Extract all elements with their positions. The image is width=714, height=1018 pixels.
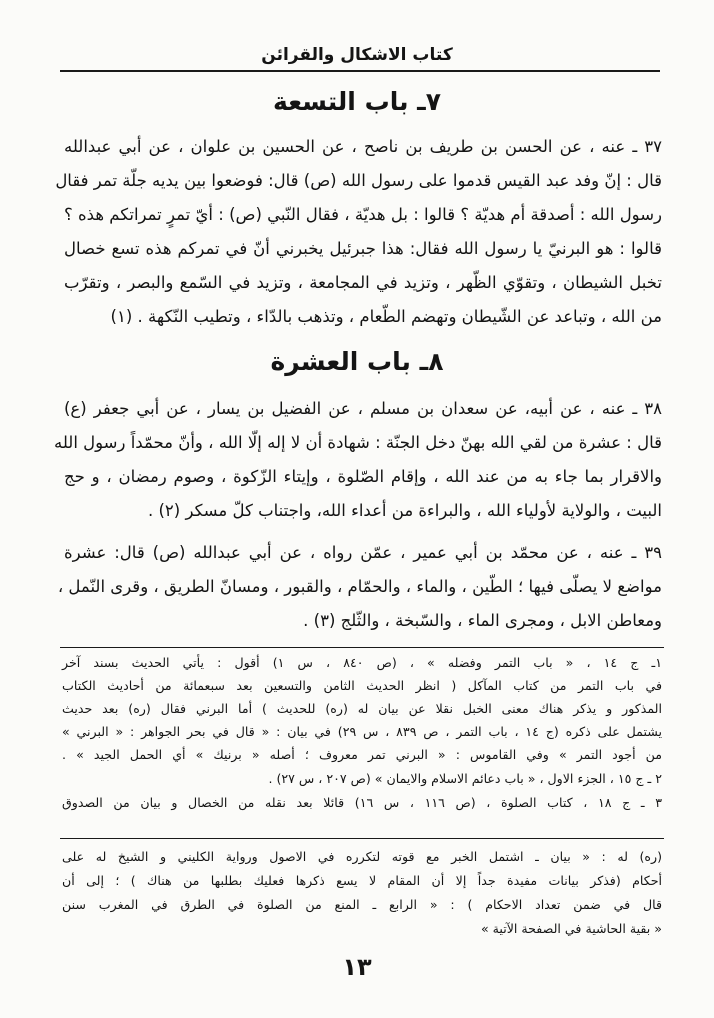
footnote-line: يشتمل على ذكره (ج ١٤ ، باب التمر ، ص ٨٣٩ ، س ٢٩) في بيان : « قال في بحر الجواهر : « البرني » (62, 724, 662, 739)
text-line: تخبل الشيطان ، وتقوّي الظّهر ، وتزيد في المجامعة ، وتزيد في السّمع والبصر ، وتقرّب (64, 273, 662, 292)
page-number: ١٣ (342, 953, 372, 981)
footnote-line: في باب التمر من كتاب المآكل ( انظر الحديث الثامن والتسعين بعد سبعمائة من أحاديث الكتاب (62, 678, 662, 693)
chapter-title-ten: ٨ـ باب العشرة (270, 347, 444, 376)
footnote-line: ١ـ ج ١٤ ، « باب التمر وفضله » ، (ص ٨٤٠ ، س ١) أقول : يأتي الحديث بسند آخر (62, 655, 663, 670)
text-line: ٣٨ ـ عنه ، عن أبيه، عن سعدان بن مسلم ، عن الفضيل بن يسار ، عن أبي جعفر (ع) (64, 399, 662, 418)
footnote-line: أحكام (فذكر بيانات مفيدة جداً إلا أن المقام لا يسع ذكرها فعليك بطلبها من هناك ) ؛ إلى أن (62, 873, 662, 888)
footnote-line: قال في ضمن تعداد الاحكام ) : « الرابع ـ المنع من الصلوة في الطرق في المغرب سنن (62, 897, 662, 912)
text-line: البيت ، والولاية لأولياء الله ، والبراءة من أعداء الله، واجتناب كلّ مسكر (٢) . (147, 501, 662, 520)
text-line: قال : عشرة من لقي الله بهنّ دخل الجنّة : شهادة أن لا إله إلّا الله ، وأنّ محمّداً رسول الله (54, 433, 662, 452)
text-line: مواضع لا يصلّى فيها ؛ الطّين ، والماء ، والحمّام ، والقبور ، ومسانّ الطريق ، وقرى النّمل ، (57, 577, 662, 596)
footnote-line: ٣ ـ ج ١٨ ، كتاب الصلوة ، (ص ١١٦ ، س ١٦) قائلا بعد نقله من الخصال و بيان من الصدوق (62, 795, 662, 810)
text-line: قال : إنّ وفد عبد القيس قدموا على رسول الله (ص) قال: فوضعوا بين يديه جلّة تمر فقال (55, 171, 662, 190)
text-line: ٣٧ ـ عنه ، عن الحسن بن طريف بن ناصح ، عن الحسين بن علوان ، عن أبي عبدالله (64, 137, 662, 156)
running-head: كتاب الاشكال والقرائن (261, 45, 453, 65)
text-line: قالوا : هو البرنيّ يا رسول الله فقال: هذا جبرئيل يخبرني أنّ في تمركم هذه تسع خصال (64, 239, 662, 258)
footnote-continuation-note: « بقية الحاشية في الصفحة الآتية » (480, 921, 662, 936)
text-line: والاقرار بما جاء به من عند الله ، وإقام الصّلوة ، وإيتاء الزّكوة ، وصوم رمضان ، و حج (64, 467, 662, 486)
text-line: من الله ، وتباعد عن الشّيطان وتهضم الطّعام ، وتذهب بالدّاء ، وتطيب النّكهة . (١) (110, 307, 662, 326)
text-line: ومعاطن الابل ، ومجرى الماء ، والسّبخة ، والثّلج (٣) . (303, 611, 662, 630)
text-line: ٣٩ ـ عنه ، عن محمّد بن أبي عمير ، عمّن رواه ، عن أبي عبدالله (ص) قال: عشرة (64, 543, 662, 562)
footnote-line: من أجود التمر » وفي القاموس : « البرني تمر معروف ؛ أصله « برنيك » أي الحمل الجيد » . (62, 747, 662, 762)
footnote-divider (60, 838, 664, 839)
header-rule (60, 70, 660, 72)
footnote-line: (ره) له : « بيان ـ اشتمل الخبر مع قوته لتكرره في الاصول ورواية الكليني و الشيخ له على (62, 849, 662, 864)
footnote-rule (60, 647, 664, 648)
chapter-title-nine: ٧ـ باب التسعة (273, 87, 441, 116)
footnote-line: المذكور و يذكر هناك معنى الخبل نقلا عن بيان له (ره) للحديث ) أما البرني فقال (ره) بعد حديث (62, 701, 662, 716)
text-line: رسول الله : أصدقة أم هديّة ؟ قالوا : بل هديّة ، فقال النّبي (ص) : أيّ تمرٍ تمراتكم هذه ؟ (64, 205, 662, 224)
footnote-line: ٢ ـ ج ١٥ ، الجزء الاول ، « باب دعائم الاسلام والايمان » (ص ٢٠٧ ، س ٢٧) . (268, 771, 662, 786)
